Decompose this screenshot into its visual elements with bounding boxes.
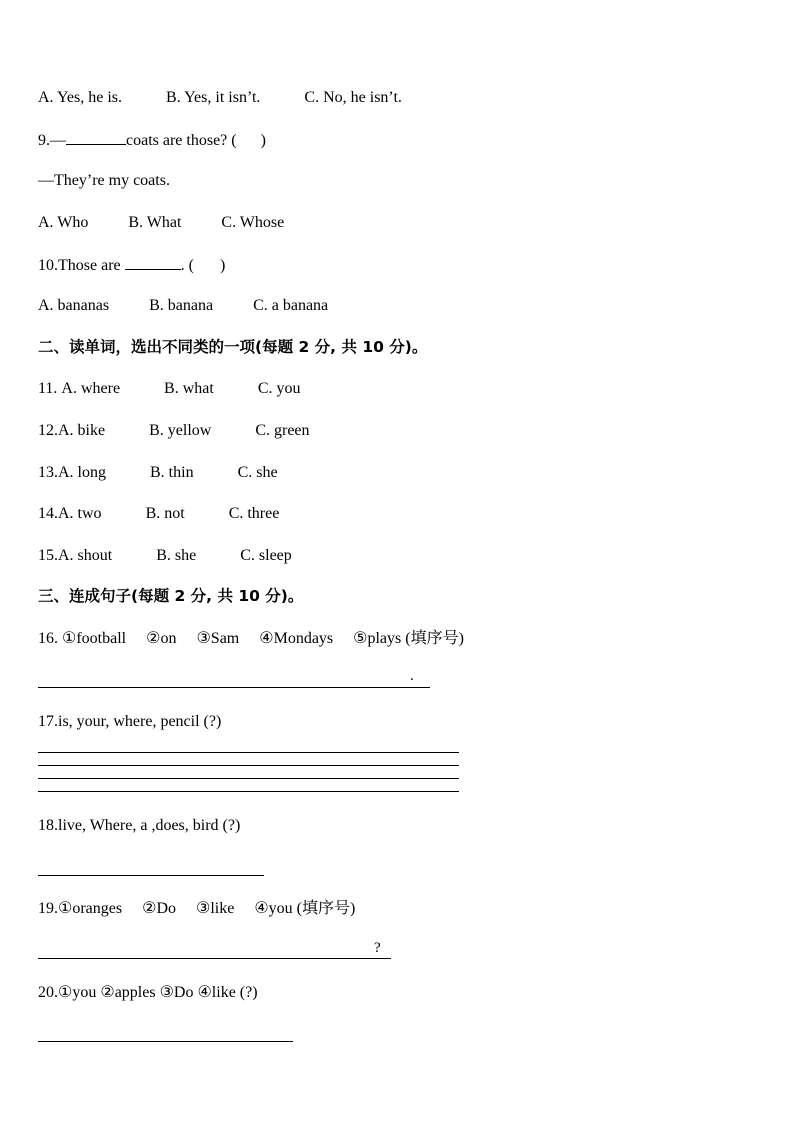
q18-answer-line[interactable] xyxy=(38,875,264,876)
q14-option-a: A. two xyxy=(58,505,102,522)
q13-option-a: A. long xyxy=(58,464,106,481)
q9-options xyxy=(38,213,284,233)
q20-text: 20.①you ②apples ③Do ④like (?) xyxy=(38,984,258,1001)
q12-item xyxy=(38,421,310,441)
q9-suffix: coats are those? ( xyxy=(126,132,237,149)
q10-option-b: B. banana xyxy=(149,297,214,314)
q9-option-c: C. Whose xyxy=(221,214,285,231)
q10-option-c: C. a banana xyxy=(253,297,329,314)
q20-answer-line[interactable] xyxy=(38,1041,293,1042)
q15-option-a: A. shout xyxy=(58,547,113,564)
q18-text: 18.live, Where, a ,does, bird (?) xyxy=(38,817,241,834)
q12-number: 12. xyxy=(38,422,58,439)
q13-number: 13. xyxy=(38,464,58,481)
q15-item xyxy=(38,546,292,566)
q14-item xyxy=(38,504,279,524)
q14-number: 14. xyxy=(38,505,58,522)
q9-answer: —They’re my coats. xyxy=(38,172,170,189)
q17-answer-line-3[interactable] xyxy=(38,778,459,779)
q11-number: 11. xyxy=(38,380,62,397)
q14-option-b: B. not xyxy=(145,505,185,522)
section3-heading: 三、连成句子(每题 2 分, 共 10 分)。 xyxy=(38,587,304,605)
q8-option-a: A. Yes, he is. xyxy=(38,89,123,106)
q9-blank[interactable] xyxy=(66,130,126,145)
q10-option-a: A. bananas xyxy=(38,297,110,314)
q12-option-c: C. green xyxy=(255,422,310,439)
q8-option-c: C. No, he isn’t. xyxy=(304,89,402,106)
q9-option-a: A. Who xyxy=(38,214,89,231)
q13-option-c: C. she xyxy=(237,464,278,481)
q17-text: 17.is, your, where, pencil (?) xyxy=(38,713,222,730)
q8-options xyxy=(38,88,402,108)
q12-option-a: A. bike xyxy=(58,422,106,439)
q11-option-a: A. where xyxy=(61,380,121,397)
q9-option-b: B. What xyxy=(128,214,182,231)
q13-item xyxy=(38,463,278,483)
q9-prefix: 9.— xyxy=(38,132,66,149)
q10-question xyxy=(38,255,225,276)
q16-end-mark: . xyxy=(410,668,414,684)
q9-close: ) xyxy=(260,132,266,149)
q15-option-c: C. sleep xyxy=(240,547,292,564)
q10-options xyxy=(38,296,328,316)
q13-option-b: B. thin xyxy=(150,464,194,481)
q15-number: 15. xyxy=(38,547,58,564)
q15-option-b: B. she xyxy=(156,547,197,564)
q9-question xyxy=(38,130,266,151)
q17-answer-line-4[interactable] xyxy=(38,791,459,792)
section2-heading: 二、读单词，选出不同类的一项(每题 2 分, 共 10 分)。 xyxy=(38,338,428,356)
q19-text: 19.①oranges ②Do ③like ④you (填序号) xyxy=(38,900,356,917)
q16-answer-line[interactable] xyxy=(38,687,430,688)
q11-option-b: B. what xyxy=(164,380,214,397)
q17-answer-line-2[interactable] xyxy=(38,765,459,766)
q11-option-c: C. you xyxy=(257,380,301,397)
q16-text: 16. ①football ②on ③Sam ④Mondays ⑤plays (填序号) xyxy=(38,630,464,647)
q10-prefix: 10.Those are xyxy=(38,257,125,274)
q19-end-mark: ? xyxy=(374,940,381,956)
q10-close: ) xyxy=(219,257,226,274)
q17-answer-line-1[interactable] xyxy=(38,752,459,753)
q10-blank[interactable] xyxy=(125,255,181,270)
q12-option-b: B. yellow xyxy=(149,422,212,439)
q19-answer-line[interactable] xyxy=(38,958,391,959)
q11-item xyxy=(38,379,301,399)
q8-option-b: B. Yes, it isn’t. xyxy=(166,89,261,106)
q14-option-c: C. three xyxy=(228,505,280,522)
q10-suffix: . ( xyxy=(180,257,194,274)
